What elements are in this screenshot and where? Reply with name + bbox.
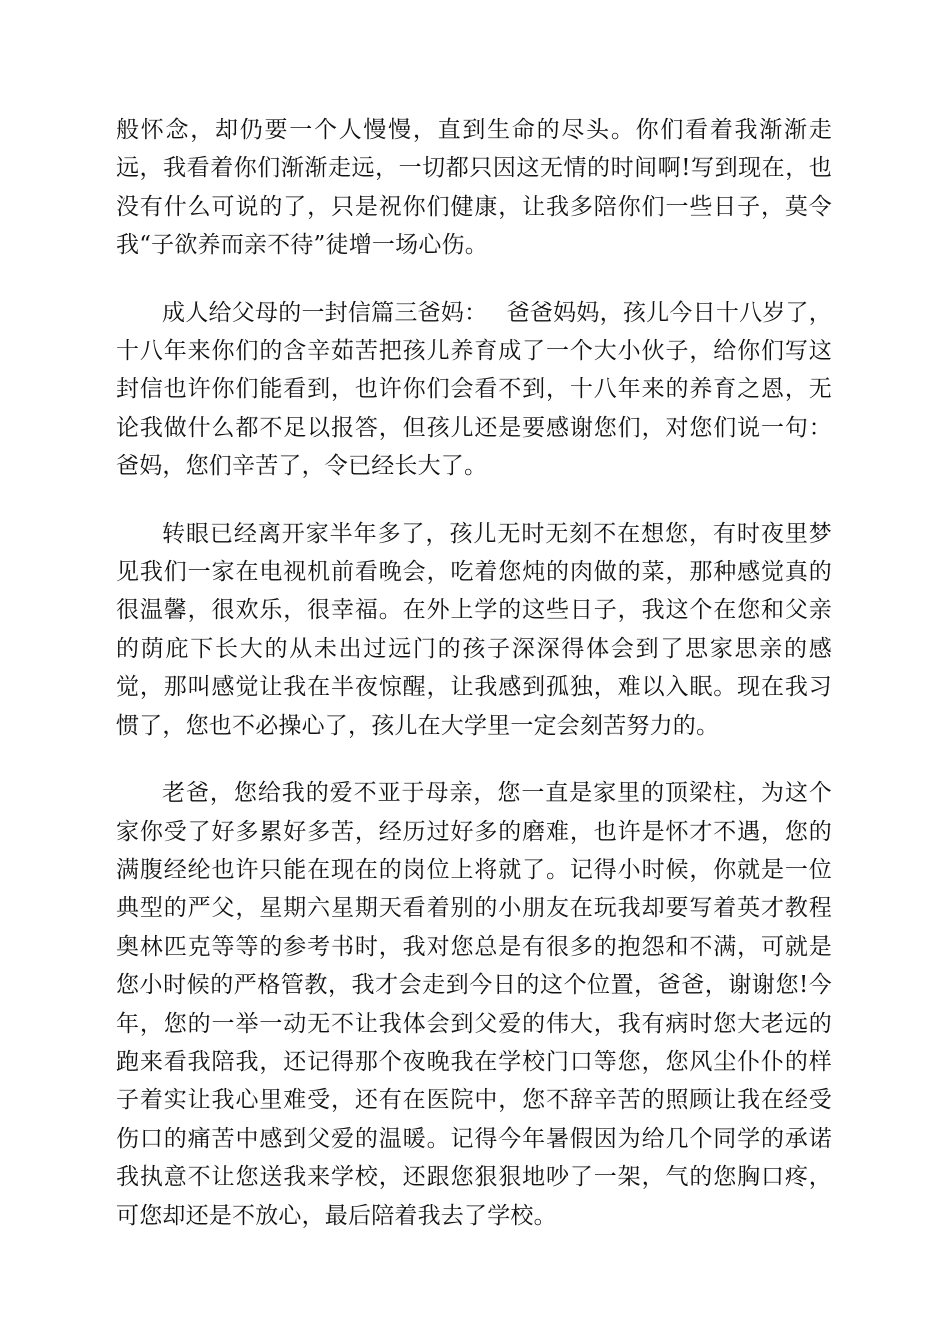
paragraph-4: 老爸，您给我的爱不亚于母亲，您一直是家里的顶梁柱，为这个家你受了好多累好多苦，经历过好多的磨难，也许是怀才不遇，您的满腹经纶也许只能在现在的岗位上将就了。记得小时候，你就是一位典型的严父，星期六星期天看着别的小朋友在玩我却要写着英才教程奥林匹克等等的参考书时，我对您总是有很多的抱怨和不满，可就是您小时候的严格管教，我才会走到今日的这个位置，爸爸，谢谢您!今年，您的一举一动无不让我体会到父爱的伟大，我有病时您大老远的跑来看我陪我，还记得那个夜晚我在学校门口等您，您风尘仆仆的样子着实让我心里难受，还有在医院中，您不辞辛苦的照顾让我在经受伤口的痛苦中感到父爱的温暖。记得今年暑假因为给几个同学的承诺我执意不让您送我来学校，还跟您狠狠地吵了一架，气的您胸口疼，可您却还是不放心，最后陪着我去了学校。 xyxy=(116,780,832,1229)
document-body xyxy=(116,111,832,1235)
paragraph-2: 成人给父母的一封信篇三爸妈： 爸爸妈妈，孩儿今日十八岁了，十八年来你们的含辛茹苦把孩儿养育成了一个大小伙子，给你们写这封信也许你们能看到，也许你们会看不到，十八年来的养育之恩，无论我做什么都不足以报答，但孩儿还是要感谢您们，对您们说一句：爸妈，您们辛苦了，令已经长大了。 xyxy=(116,299,832,480)
paragraph-3: 转眼已经离开家半年多了，孩儿无时无刻不在想您，有时夜里梦见我们一家在电视机前看晚会，吃着您炖的肉做的菜，那种感觉真的很温馨，很欢乐，很幸福。在外上学的这些日子，我这个在您和父亲的荫庇下长大的从未出过远门的孩子深深得体会到了思家思亲的感觉，那叫感觉让我在半夜惊醒，让我感到孤独，难以入眠。现在我习惯了，您也不必操心了，孩儿在大学里一定会刻苦努力的。 xyxy=(116,520,832,739)
paragraph-1: 般怀念，却仍要一个人慢慢，直到生命的尽头。你们看着我渐渐走远，我看着你们渐渐走远，一切都只因这无情的时间啊!写到现在，也没有什么可说的了，只是祝你们健康，让我多陪你们一些日子，莫令我“子欲养而亲不待”徒增一场心伤。 xyxy=(116,117,832,259)
